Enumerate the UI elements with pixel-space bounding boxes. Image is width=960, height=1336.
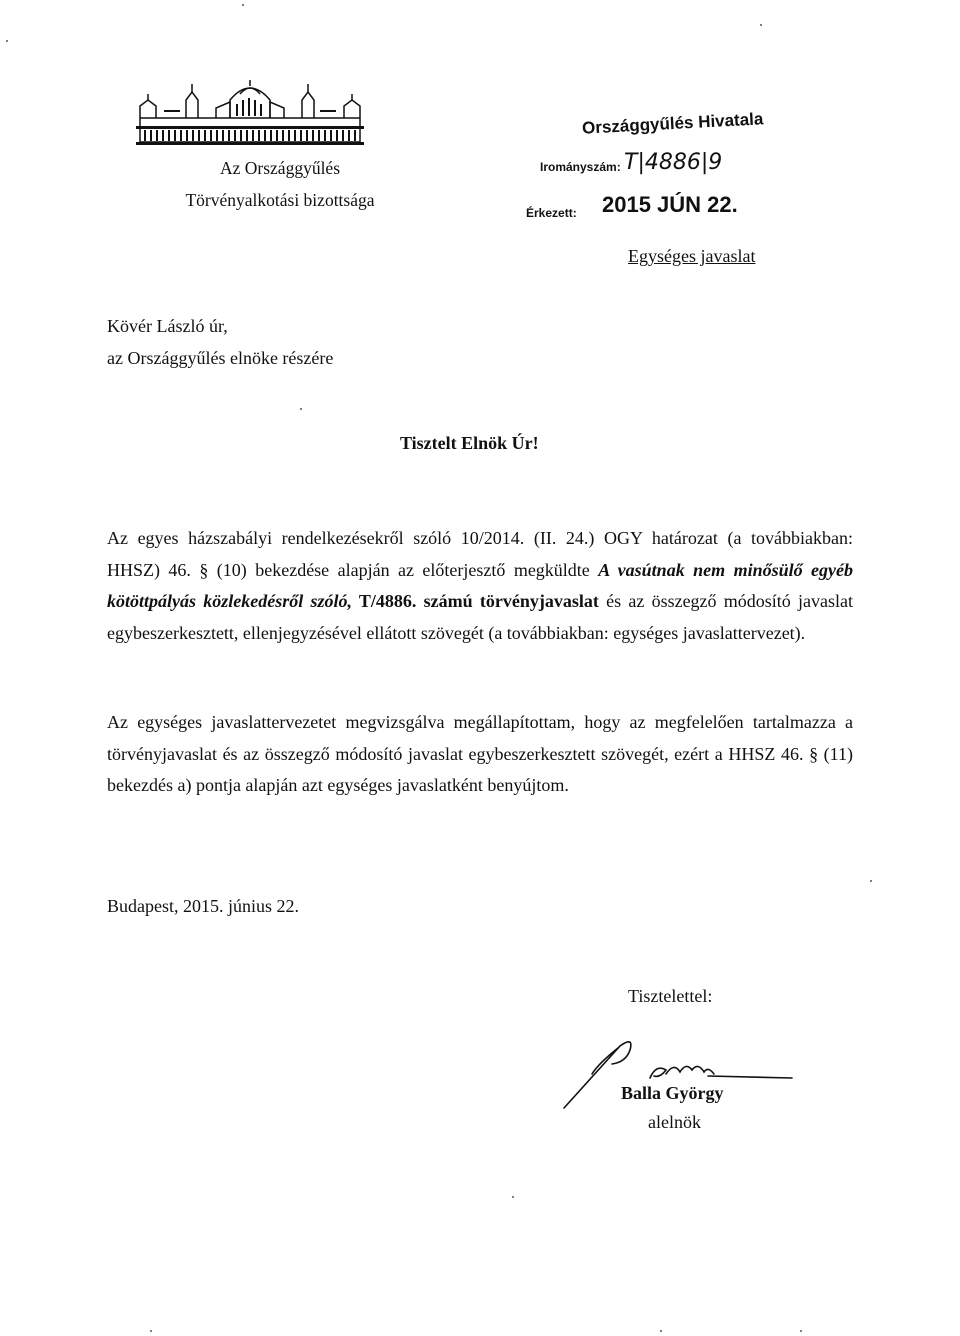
bill-title: A vasútnak nem minősülő egyéb kötöttpályás közlekedésről szóló, (107, 559, 853, 611)
scan-speck (512, 1196, 514, 1198)
salutation: Tisztelt Elnök Úr! (400, 433, 539, 453)
committee-line2: Törvényalkotási bizottsága (185, 190, 375, 210)
scan-speck (242, 4, 244, 6)
addressee-line1: Kövér László úr, (107, 316, 228, 336)
scan-speck (800, 1330, 802, 1332)
signer-name: Balla György (621, 1083, 724, 1103)
scan-speck (870, 880, 872, 882)
place-date: Budapest, 2015. június 22. (107, 896, 299, 916)
stamp-reg-number: T|4886|9 (624, 150, 723, 175)
addressee (107, 310, 333, 374)
committee-line1: Az Országgyűlés (219, 158, 341, 178)
paragraph-1-text: Az egyes házszabályi rendelkezésekről szóló 10/2014. (II. 24.) OGY határozat (a továbbiakban: HHSZ) 46. § (10) bekezdése alapján az előterjesztő megküldte (107, 528, 853, 580)
paragraph-1 (107, 523, 853, 649)
scan-speck (6, 40, 8, 42)
scan-speck (760, 24, 762, 26)
bill-number: T/4886. számú törvényjavaslat (351, 591, 599, 611)
committee-header (150, 152, 410, 216)
document-type: Egységes javaslat (628, 246, 756, 266)
scan-speck (660, 1330, 662, 1332)
paragraph-2: Az egységes javaslattervezetet megvizsgálva megállapítottam, hogy az megfelelően tartalmazza a törvényjavaslat és az összegző módosító javaslat egybeszerkesztett szövegét, ezért a HHSZ 46. § (11) bekezdés a) pontja alapján azt egységes javaslatként benyújtom. (107, 712, 853, 795)
stamp-reg-label: Irományszám: (540, 160, 621, 174)
scan-speck (150, 1330, 152, 1332)
stamp-received-label: Érkezett: (526, 206, 577, 220)
stamp-received-date: 2015 JÚN 22. (602, 192, 738, 217)
stamp-office: Országgyűlés Hivatala (581, 109, 764, 138)
signer-title: alelnök (648, 1112, 701, 1132)
closing: Tisztelettel: (628, 986, 713, 1006)
registration-stamp (526, 104, 838, 220)
addressee-line2: az Országgyűlés elnöke részére (107, 348, 334, 368)
parliament-building-logo (136, 80, 364, 146)
paragraph-1-text-end: és az összegző módosító javaslat egybeszerkesztett, ellenjegyzésével ellátott szövegét (a továbbiakban: egységes javaslattervezet). (107, 591, 854, 643)
scan-speck (300, 408, 302, 410)
